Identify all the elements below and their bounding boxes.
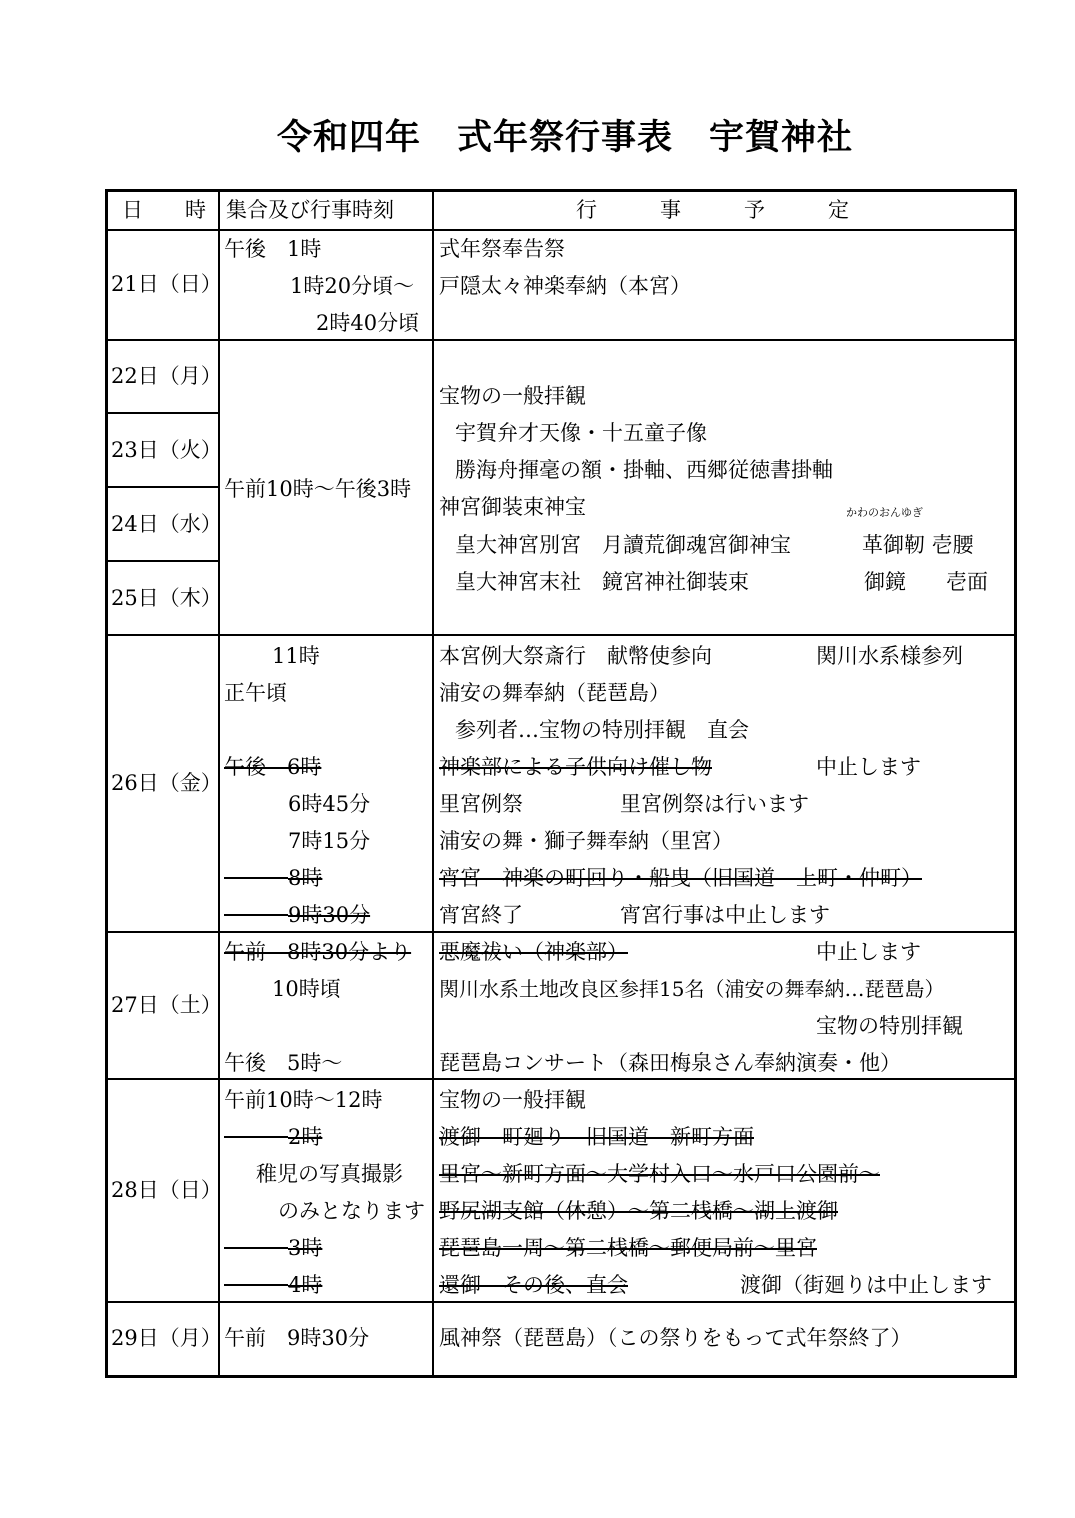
event-cell: 悪魔祓い（神楽部）: [439, 940, 628, 964]
event-cell: 風神祭（琵琶島）（この祭りをもって式年祭終了）: [439, 1326, 912, 1350]
day-label: 25日（木）: [111, 586, 222, 610]
time-cell: 1時20分頃～: [290, 274, 415, 298]
ruby-reading: かわのおんゆぎ: [846, 506, 923, 519]
page-title: 令和四年 式年祭行事表 宇賀神社: [276, 118, 853, 158]
event-cell: 中止します: [816, 755, 921, 779]
time-cell: 稚児の写真撮影: [256, 1162, 403, 1186]
row-divider: [105, 1078, 1017, 1080]
event-cell: 関川水系様参列: [816, 644, 963, 668]
time-cell: 4時: [288, 1273, 323, 1297]
time-cell: 午前 8時30分より: [224, 940, 412, 964]
time-cell: 午前10時～午後3時: [224, 477, 412, 501]
event-cell: 中止します: [816, 940, 921, 964]
row-divider: [105, 229, 1017, 231]
event-cell: 参列者…宝物の特別拝観 直会: [455, 718, 749, 742]
event-cell: 神楽部による子供向け催し物: [439, 755, 712, 779]
time-cell: 8時: [288, 866, 323, 890]
time-cell: 7時15分: [288, 829, 371, 853]
event-cell: 壱面: [946, 570, 988, 594]
time-cell: 午後 6時: [224, 755, 322, 779]
time-cell: 11時: [272, 644, 320, 668]
event-cell: 宵宮 神楽の町回り・船曳（旧国道 上町・仲町）: [439, 866, 922, 890]
header-time: 集合及び行事時刻: [226, 198, 394, 222]
day-label: 27日（土）: [111, 993, 222, 1017]
event-cell: 宝物の特別拝観: [816, 1014, 963, 1038]
event-cell: 渡御 町廻り 旧国道 新町方面: [439, 1125, 754, 1149]
event-cell: 本宮例大祭斎行 献幣使参向: [439, 644, 712, 668]
time-cell: 午後 1時: [224, 237, 322, 261]
event-cell: 皇大神宮別宮 月讀荒御魂宮御神宝: [455, 533, 791, 557]
event-cell: 勝海舟揮毫の額・掛軸、西郷従徳書掛軸: [455, 458, 833, 482]
time-cell: 3時: [288, 1236, 323, 1260]
time-cell: 9時30分: [288, 903, 371, 927]
header-event: 行 事 予 定: [576, 198, 849, 222]
time-cell: 午前10時～12時: [224, 1088, 383, 1112]
day-label: 28日（日）: [111, 1178, 222, 1202]
time-cell: 2時: [288, 1125, 323, 1149]
row-divider: [105, 634, 1017, 636]
event-cell: 宇賀弁才天像・十五童子像: [455, 421, 707, 445]
event-cell: 琵琶島コンサート（森田梅泉さん奉納演奏・他）: [439, 1051, 901, 1075]
time-cell: 午前 9時30分: [224, 1326, 370, 1350]
time-cell: 正午頃: [224, 681, 287, 705]
event-cell: 野尻湖支館（休憩）～第二桟橋～湖上渡御: [439, 1199, 838, 1223]
event-cell: 革御靭 壱腰: [862, 533, 974, 557]
time-cell: 10時頃: [272, 977, 341, 1001]
time-cell: 2時40分頃: [316, 311, 420, 335]
row-divider: [105, 486, 218, 488]
header-date: 日 時: [122, 198, 206, 222]
event-cell: 宵宮終了: [439, 903, 523, 927]
strike-lead: [224, 1284, 288, 1286]
event-cell: 里宮例祭: [439, 792, 523, 816]
event-cell: 渡御（街廻りは中止します: [740, 1273, 992, 1297]
row-divider: [105, 339, 1017, 341]
row-divider: [105, 560, 218, 562]
event-cell: 里宮～新町方面～大学村入口～水戸口公園前～: [439, 1162, 880, 1186]
day-label: 21日（日）: [111, 272, 222, 296]
day-label: 23日（火）: [111, 438, 222, 462]
strike-lead: [224, 877, 288, 879]
event-cell: 宝物の一般拝観: [439, 384, 586, 408]
day-label: 26日（金）: [111, 771, 222, 795]
column-divider: [432, 189, 434, 1378]
time-cell: のみとなります: [278, 1199, 425, 1223]
row-divider: [105, 1301, 1017, 1303]
event-cell: 皇大神宮末社 鏡宮神社御装束: [455, 570, 749, 594]
time-cell: 6時45分: [288, 792, 371, 816]
event-cell: 里宮例祭は行います: [620, 792, 809, 816]
time-cell: 午後 5時～: [224, 1051, 343, 1075]
event-cell: 御鏡: [864, 570, 906, 594]
event-cell: 神宮御装束神宝: [439, 495, 586, 519]
strike-lead: [224, 1136, 288, 1138]
strike-lead: [224, 1247, 288, 1249]
row-divider: [105, 412, 218, 414]
event-cell: 浦安の舞奉納（琵琶島）: [439, 681, 670, 705]
event-cell: 戸隠太々神楽奉納（本宮）: [439, 274, 691, 298]
event-cell: 還御 その後、直会: [439, 1273, 628, 1297]
event-cell: 式年祭奉告祭: [439, 237, 565, 261]
row-divider: [105, 931, 1017, 933]
event-cell: 琵琶島一周～第二桟橋～郵便局前～里宮: [439, 1236, 817, 1260]
day-label: 22日（月）: [111, 364, 222, 388]
event-cell: 宝物の一般拝観: [439, 1088, 586, 1112]
day-label: 29日（月）: [111, 1326, 222, 1350]
day-label: 24日（水）: [111, 512, 222, 536]
strike-lead: [224, 914, 288, 916]
event-cell: 関川水系土地改良区参拝15名（浦安の舞奉納…琵琶島）: [439, 977, 945, 1001]
event-cell: 浦安の舞・獅子舞奉納（里宮）: [439, 829, 733, 853]
event-cell: 宵宮行事は中止します: [620, 903, 830, 927]
